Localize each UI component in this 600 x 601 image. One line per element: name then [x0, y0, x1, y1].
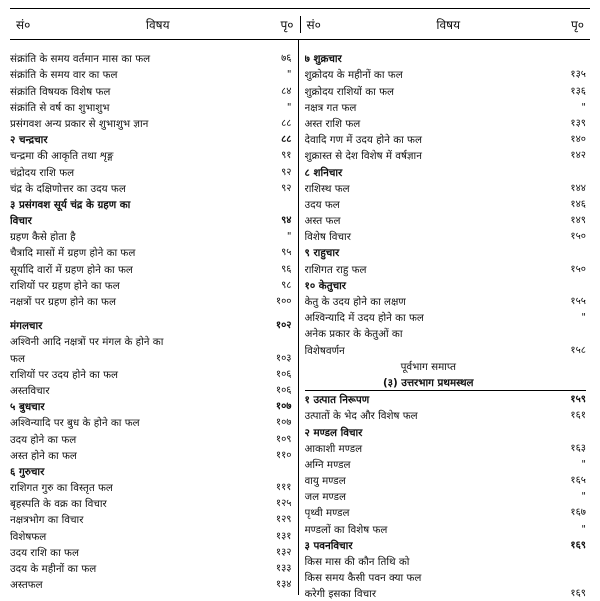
entry-page-number: १५९: [570, 394, 586, 406]
contents-entry: [10, 333, 292, 349]
entry-title: किस मास की कौन तिथि को: [304, 556, 410, 568]
contents-entry: [305, 163, 587, 179]
entry-title: ग्रहण कैसे होता है: [10, 231, 76, 244]
entry-page-number: १०३: [275, 352, 292, 364]
contents-entry: [10, 447, 292, 463]
entry-title: देवादि गण में उदय होने का फल: [304, 134, 422, 147]
contents-entry: [10, 495, 292, 511]
header-right: [301, 16, 591, 33]
entry-title: केतु के उदय होने का लक्षण: [304, 296, 406, 308]
entry-title: फल: [10, 352, 25, 365]
entry-page-number: ७६: [281, 53, 292, 65]
contents-entry: [305, 488, 587, 504]
entry-title: नक्षत्र गत फल: [304, 101, 357, 114]
header-serial-label: सं०: [306, 17, 321, 32]
contents-entry: [10, 277, 292, 293]
entry-page-number: ११०: [275, 449, 292, 461]
entry-page-number: ": [581, 491, 586, 503]
entry-title: ६ गुरुचार: [10, 465, 45, 478]
entry-page-number: १०६: [275, 368, 292, 380]
entry-title: ९ राहुचार: [304, 247, 340, 260]
contents-entry: [305, 325, 587, 341]
entry-title: १ उत्पात निरूपण: [304, 394, 370, 407]
contents-entry: [305, 423, 587, 439]
entry-title: अश्विन्यादि में उदय होने का फल: [304, 312, 424, 325]
entry-title: अग्नि मण्डल: [304, 458, 351, 471]
entry-page-number: १६१: [570, 410, 586, 422]
contents-entry: [305, 147, 587, 163]
contents-entry: [10, 147, 292, 163]
entry-page-number: १०९: [275, 433, 292, 445]
entry-page-number: १५८: [570, 344, 586, 356]
entry-title: विचार: [10, 215, 32, 228]
contents-entry: [305, 260, 587, 276]
entry-title: अस्त फल: [304, 215, 341, 228]
contents-entry: [305, 374, 587, 391]
contents-entry: [10, 180, 292, 196]
entry-page-number: १४९: [570, 215, 586, 227]
contents-entry: [305, 309, 587, 325]
entry-title: जल मण्डल: [304, 491, 346, 504]
right-column: [299, 40, 591, 601]
entry-page-number: ": [286, 69, 292, 81]
contents-entry: [305, 82, 587, 98]
contents-entry: [305, 50, 587, 66]
entry-title: संक्रांति से वर्ष का शुभाशुभ: [10, 101, 110, 114]
entry-title: अस्त होने का फल: [10, 449, 77, 462]
contents-entry: [305, 277, 587, 293]
entry-page-number: १३२: [275, 546, 292, 558]
contents-entry: [10, 382, 292, 398]
entry-title: नक्षत्रों पर ग्रहण होने का फल: [10, 296, 116, 308]
contents-entry: [305, 569, 587, 585]
contents-entry: [10, 82, 292, 98]
contents-entry: [305, 520, 587, 536]
entry-title: उदय फल: [304, 198, 340, 211]
entry-page-number: १३४: [275, 579, 292, 591]
contents-entry: [305, 456, 587, 472]
entry-title: मंगलचार: [10, 320, 43, 333]
entry-page-number: १५०: [570, 263, 586, 275]
entry-page-number: ९५: [281, 247, 292, 259]
entry-title: राशिगत राहु फल: [304, 263, 367, 276]
entry-title: १० केतुचार: [304, 279, 346, 292]
contents-entry: [10, 228, 292, 244]
entry-title: चन्द्रमा की आकृति तथा शृङ्ग: [10, 150, 114, 163]
entry-page-number: १३१: [275, 530, 292, 542]
table-header: [10, 8, 590, 40]
entry-page-number: ": [581, 312, 586, 324]
entry-page-number: ": [581, 523, 586, 535]
contents-entry: [305, 358, 587, 374]
entry-title: संक्रांति के समय वार का फल: [10, 69, 118, 82]
header-page-label: पृ०: [280, 17, 294, 32]
contents-entry: [305, 391, 587, 407]
entry-page-number: ": [286, 231, 292, 243]
entry-page-number: ९२: [281, 182, 292, 194]
contents-entry: [305, 196, 587, 212]
entry-page-number: १४६: [570, 198, 586, 210]
entry-page-number: १४२: [570, 150, 586, 162]
entry-title: नक्षत्रभोग का विचार: [10, 514, 84, 527]
entry-title: अस्तविचार: [10, 384, 50, 397]
contents-entry: [305, 293, 587, 309]
entry-page-number: १३६: [570, 85, 586, 97]
entry-page-number: १००: [275, 296, 292, 307]
entry-page-number: १६९: [570, 588, 586, 600]
header-serial-label: सं०: [16, 17, 31, 32]
entry-title: प्रसंगवश अन्य प्रकार से शुभाशुभ ज्ञान: [10, 117, 149, 130]
entry-page-number: ९२: [281, 166, 292, 178]
entry-page-number: १६५: [570, 475, 586, 487]
contents-entry: [305, 537, 587, 553]
entry-title: २ चन्द्रचार: [10, 134, 48, 147]
entry-page-number: १४४: [570, 182, 586, 194]
entry-page-number: १२९: [275, 514, 292, 526]
entry-title: मण्डलों का विशेष फल: [304, 523, 388, 536]
entry-title: चंद्रोदय राशि फल: [10, 166, 75, 179]
contents-entry: [305, 244, 587, 260]
contents-entry: [10, 50, 292, 66]
contents-entry: [305, 553, 587, 569]
entry-title: (३) उत्तरभाग प्रथमस्थल: [382, 376, 474, 389]
contents-entry: [10, 527, 292, 543]
entry-title: उदय राशि का फल: [10, 546, 79, 559]
entry-page-number: १११: [275, 482, 292, 494]
entry-title: अश्विनी आदि नक्षत्रों पर मंगल के होने का: [10, 336, 164, 349]
entry-page-number: ८८: [281, 117, 292, 129]
entry-title: २ मण्डल विचार: [304, 426, 363, 439]
header-page-label: पृ०: [570, 17, 584, 32]
entry-title: उदय के महीनों का फल: [10, 563, 97, 575]
header-subject-label: विषय: [436, 17, 461, 32]
entry-title: शुक्रोदय राशियों का फल: [304, 85, 395, 98]
header-left: [10, 16, 301, 33]
contents-entry: [305, 472, 587, 488]
entry-page-number: ": [581, 458, 586, 470]
entry-title: ७ शुक्रचार: [304, 53, 342, 66]
entry-title: अस्त राशि फल: [304, 117, 361, 130]
entry-page-number: १०२: [275, 320, 292, 332]
entry-title: संक्रांति के समय वर्तमान मास का फल: [10, 53, 151, 66]
contents-entry: [10, 260, 292, 276]
contents-entry: [10, 349, 292, 365]
entry-page-number: १३९: [570, 117, 586, 129]
contents-entry: [305, 585, 587, 601]
entry-page-number: १३३: [275, 563, 292, 574]
entry-page-number: १०७: [275, 401, 292, 413]
entry-title: उत्पातों के भेद और विशेष फल: [304, 410, 418, 423]
contents-entry: [10, 66, 292, 82]
contents-entry: [10, 115, 292, 131]
contents-entry: [305, 407, 587, 423]
entry-title: उदय होने का फल: [10, 433, 77, 446]
entry-page-number: ९१: [281, 150, 292, 162]
entry-title: राशियों पर उदय होने का फल: [10, 368, 119, 381]
entry-page-number: ": [581, 101, 586, 113]
entry-title: आकाशी मण्डल: [304, 442, 363, 455]
entry-page-number: ": [286, 101, 292, 113]
entry-page-number: १०७: [275, 417, 292, 429]
entry-title: पृथ्वी मण्डल: [304, 507, 350, 520]
entry-page-number: १६९: [570, 539, 586, 551]
contents-entry: [305, 341, 587, 357]
contents-entry: [10, 414, 292, 430]
entry-title: अनेक प्रकार के केतुओं का: [304, 328, 403, 341]
contents-entry: [10, 317, 292, 333]
contents-entry: [305, 504, 587, 520]
entry-page-number: १३५: [570, 69, 586, 81]
header-subject-label: विषय: [145, 17, 170, 32]
entry-title: संक्रांति विषयक विशेष फल: [10, 85, 111, 98]
entry-title: पूर्वभाग समाप्त: [400, 360, 456, 373]
entry-title: ८ शनिचार: [304, 166, 343, 179]
entry-page-number: १५५: [570, 296, 586, 307]
contents-entry: [10, 244, 292, 260]
contents-entry: [10, 463, 292, 479]
contents-entry: [10, 544, 292, 560]
contents-entry: [305, 115, 587, 131]
contents-entry: [305, 440, 587, 456]
entry-title: विशेषफल: [10, 530, 47, 543]
entry-page-number: ८८: [281, 134, 292, 146]
entry-title: राशिगत गुरु का विस्तृत फल: [10, 482, 113, 495]
contents-entry: [10, 212, 292, 228]
entry-title: विशेष विचार: [304, 231, 351, 244]
contents-entry: [10, 430, 292, 446]
entry-title: अश्विन्यादि पर बुध के होने का फल: [10, 417, 140, 430]
entry-page-number: १६७: [570, 507, 586, 519]
contents-entry: [10, 196, 292, 212]
contents-entry: [10, 99, 292, 115]
contents-entry: [305, 180, 587, 196]
contents-entry: [10, 560, 292, 576]
contents-entry: [10, 293, 292, 309]
left-column: [10, 40, 299, 595]
entry-title: सूर्यादि वारों में ग्रहण होने का फल: [10, 263, 133, 276]
entry-page-number: १०६: [275, 384, 292, 396]
entry-title: चंद्र के दक्षिणोत्तर का उदय फल: [10, 182, 126, 195]
contents-entry: [10, 511, 292, 527]
entry-page-number: ९६: [281, 263, 292, 275]
contents-entry: [10, 479, 292, 495]
entry-title: राशियों पर ग्रहण होने का फल: [10, 279, 120, 292]
entry-page-number: ९४: [281, 215, 292, 227]
entry-page-number: १२५: [275, 498, 292, 510]
contents-entry: [10, 398, 292, 414]
entry-title: अस्तफल: [10, 579, 43, 592]
entry-title: वायु मण्डल: [304, 475, 346, 488]
contents-entry: [305, 131, 587, 147]
contents-entry: [10, 131, 292, 147]
contents-entry: [10, 366, 292, 382]
contents-entry: [10, 576, 292, 592]
entry-page-number: ९८: [281, 279, 292, 291]
entry-title: ३ प्रसंगवश सूर्य चंद्र के ग्रहण का: [10, 198, 131, 211]
contents-entry: [305, 99, 587, 115]
contents-entry: [305, 212, 587, 228]
entry-title: बृहस्पति के वक्र का विचार: [10, 498, 107, 511]
contents-entry: [10, 163, 292, 179]
entry-page-number: १५०: [570, 231, 586, 243]
entry-title: शुक्रोदय के महीनों का फल: [304, 69, 403, 82]
entry-title: राशिस्थ फल: [304, 182, 350, 195]
contents-entry: [305, 66, 587, 82]
entry-title: शुक्रास्त से देश विशेष में वर्षज्ञान: [304, 150, 422, 163]
entry-page-number: ८४: [281, 85, 292, 97]
entry-page-number: १६३: [570, 442, 586, 454]
contents-entry: [305, 228, 587, 244]
entry-title: ५ बुधचार: [10, 401, 45, 414]
entry-title: चैत्रादि मासों में ग्रहण होने का फल: [10, 247, 136, 260]
entry-title: किस समय कैसी पवन क्या फल: [304, 572, 422, 585]
entry-title: ३ पवनविचार: [304, 539, 353, 552]
contents-columns: [10, 40, 590, 601]
entry-title: विशेषवर्णन: [304, 344, 345, 357]
entry-title: करेगी इसका विचार: [304, 588, 377, 601]
entry-page-number: १४०: [570, 134, 586, 146]
